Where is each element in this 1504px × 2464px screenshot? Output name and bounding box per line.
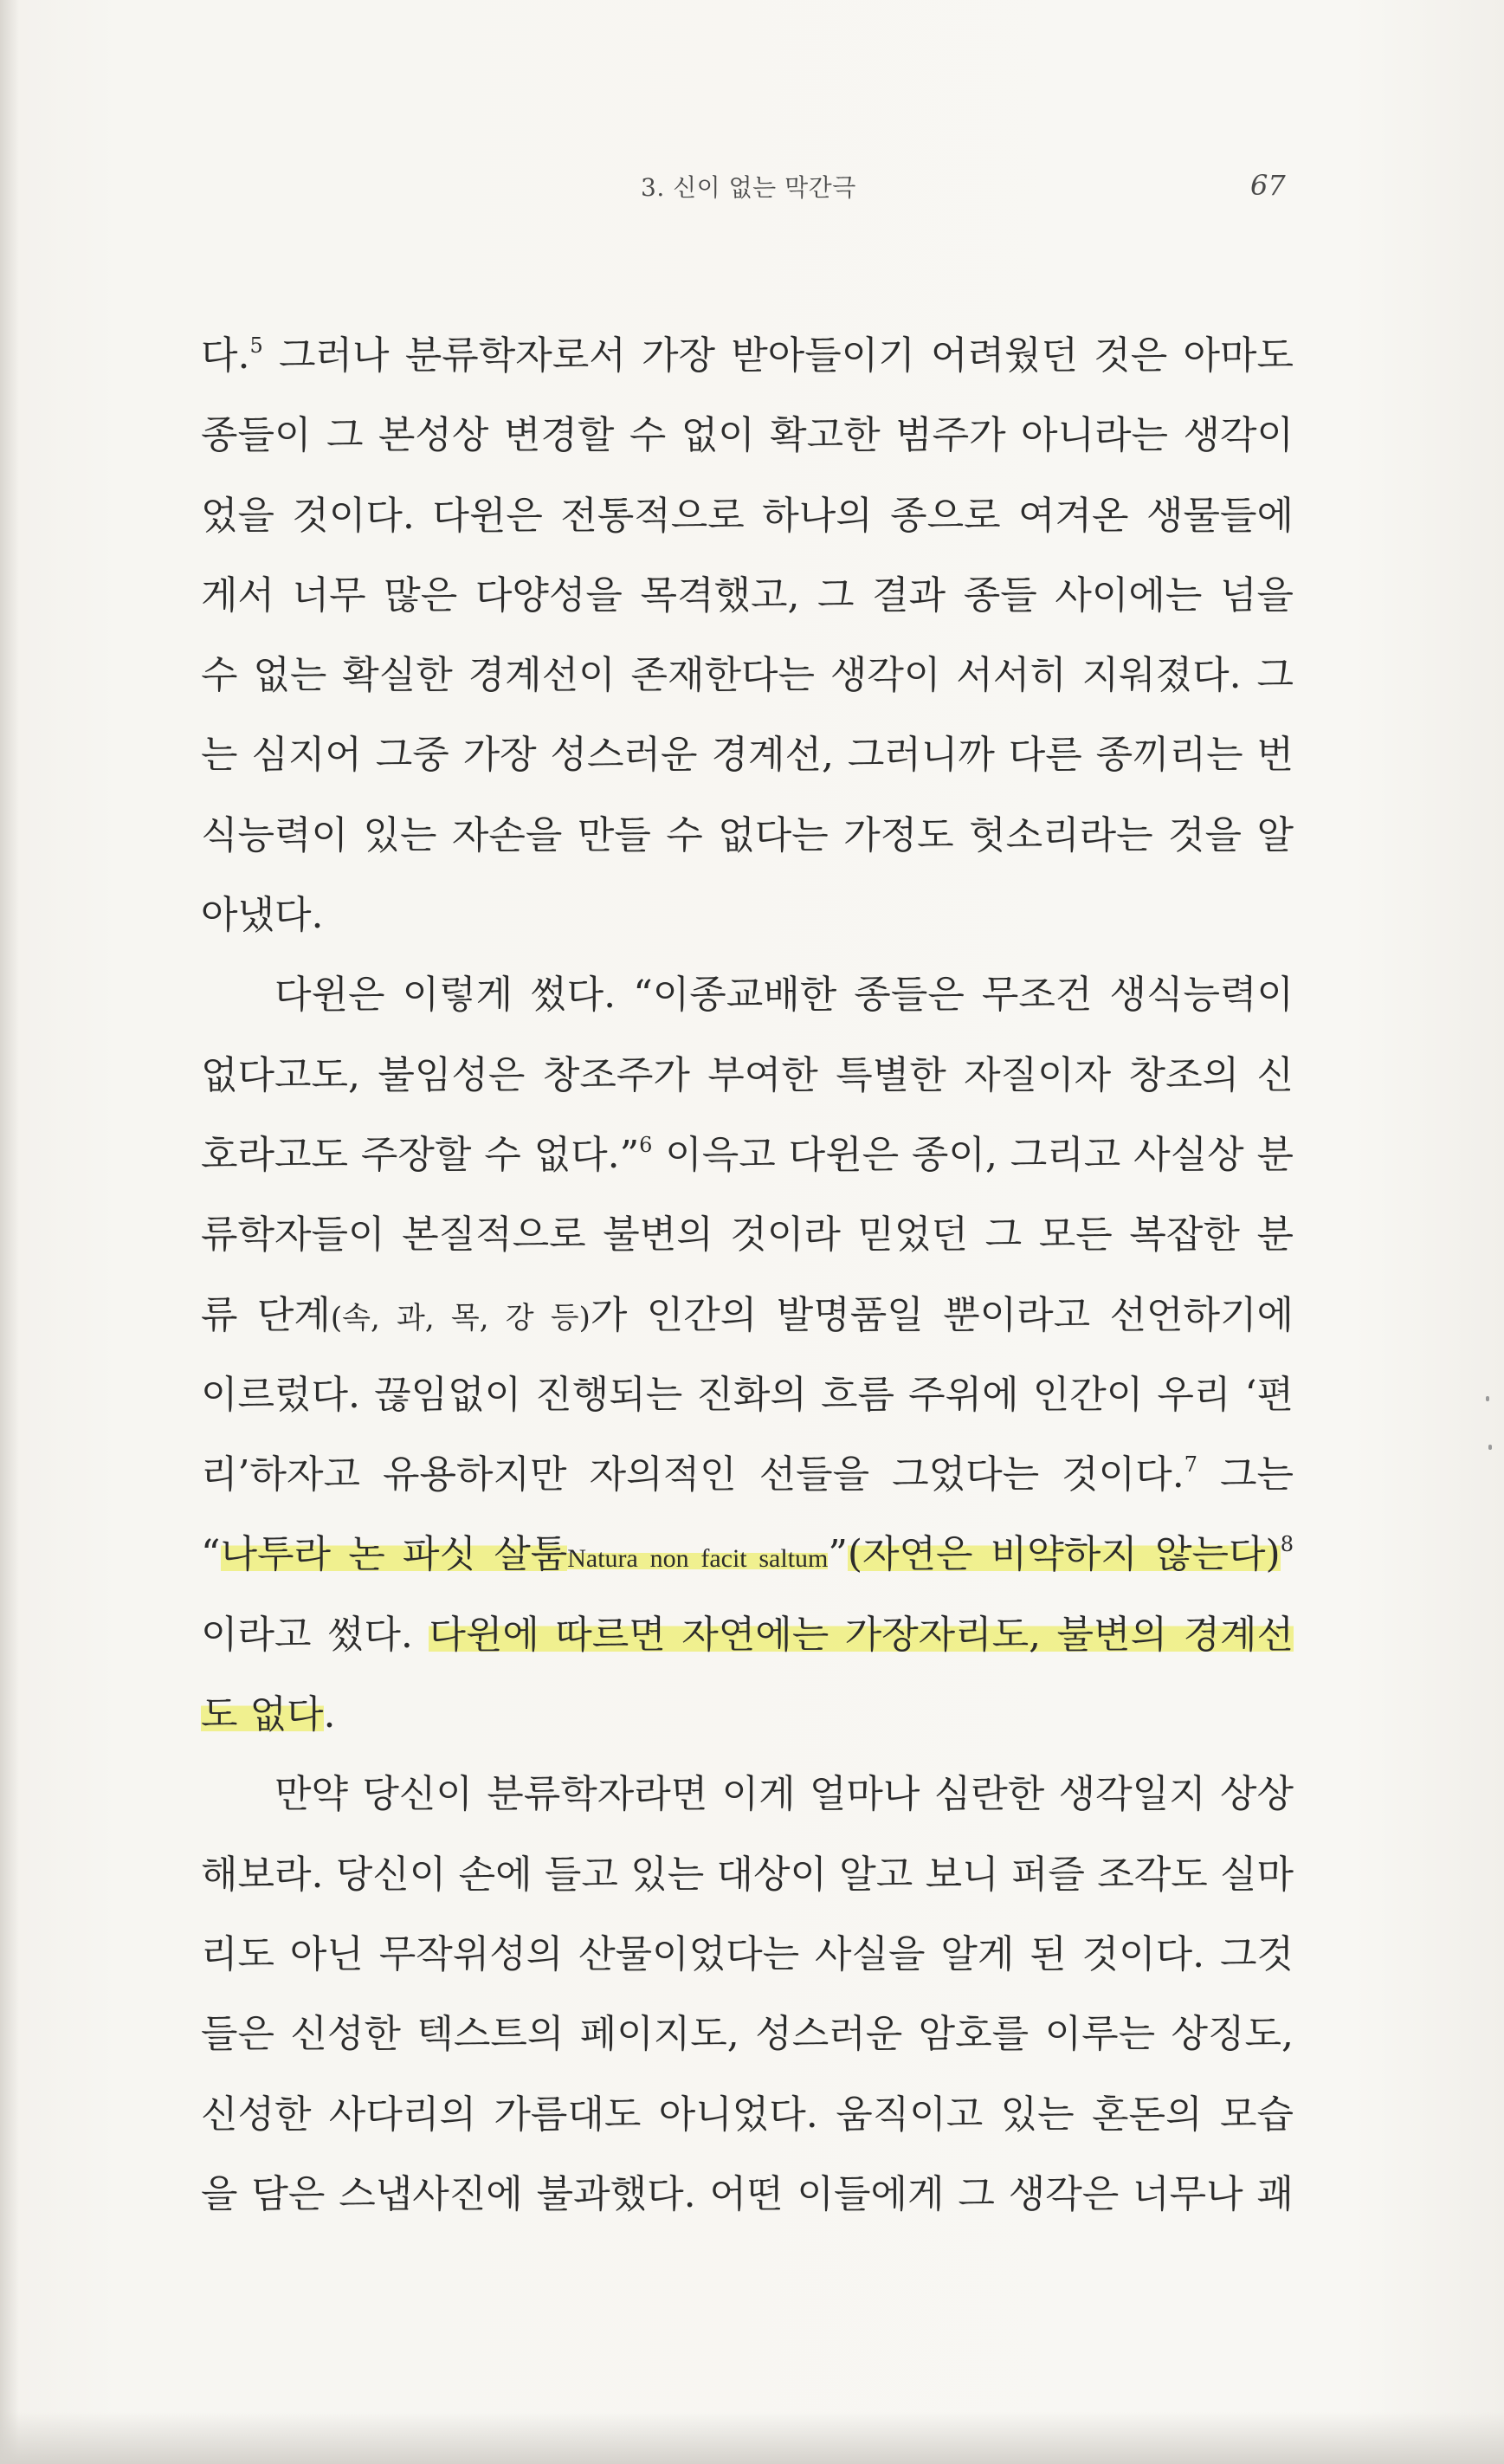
text-line: 다윈은 이렇게 썼다. “이종교배한 종들은 무조건 생식능력이 <box>274 973 1294 1018</box>
highlighted-text: 다윈에 따르면 자연에는 가장자리도, 불변의 경계선 <box>429 1612 1294 1657</box>
text-line: 리도 아닌 무작위성의 산물이었다는 사실을 알게 된 것이다. 그것 <box>201 1931 1294 1976</box>
text-line <box>201 1435 1294 1515</box>
text-run: 그러나 분류학자로서 가장 받아들이기 어려웠던 것은 아마도 <box>262 333 1294 378</box>
text-line: 아냈다. <box>201 893 324 938</box>
parenthetical-text: (속, 과, 목, 강 등) <box>330 1300 591 1335</box>
text-line: 류학자들이 본질적으로 불변의 것이라 믿었던 그 모든 복잡한 분 <box>201 1213 1294 1258</box>
scan-shadow-bottom <box>0 2412 1504 2464</box>
footnote-marker: 7 <box>1184 1452 1197 1478</box>
highlighted-text: (자연은 비약하지 않는다) <box>847 1532 1281 1577</box>
text-run: 다. <box>201 333 250 378</box>
page-number: 67 <box>1250 169 1286 202</box>
chapter-running-title: 3. 신이 없는 막간극 <box>641 173 856 202</box>
text-line <box>201 1595 1294 1675</box>
text-run: 리’하자고 유용하지만 자의적인 선들을 그었다는 것이다. <box>201 1452 1184 1497</box>
text-run: ” <box>828 1532 848 1577</box>
scan-speck <box>1488 1445 1492 1450</box>
text-line: 종들이 그 본성상 변경할 수 없이 확고한 범주가 아니라는 생각이 <box>201 413 1294 458</box>
text-run: 호라고도 주장할 수 없다.” <box>201 1132 640 1177</box>
text-run: 이라고 썼다. <box>201 1612 429 1657</box>
text-line <box>201 316 1294 396</box>
text-run: . <box>323 1692 336 1737</box>
text-run: 이윽고 다윈은 종이, 그리고 사실상 분 <box>652 1132 1294 1177</box>
highlighted-text: 도 없다 <box>201 1692 324 1737</box>
text-line: 만약 당신이 분류학자라면 이게 얼마나 심란한 생각일지 상상 <box>274 1772 1294 1817</box>
text-line: 해보라. 당신이 손에 들고 있는 대상이 알고 보니 퍼즐 조각도 실마 <box>201 1852 1294 1897</box>
text-line <box>201 1675 1294 1755</box>
text-line: 을 담은 스냅사진에 불과했다. 어떤 이들에게 그 생각은 너무나 괘 <box>201 2171 1294 2216</box>
text-line: 없다고도, 불임성은 창조주가 부여한 특별한 자질이자 창조의 신 <box>201 1052 1294 1097</box>
footnote-marker: 8 <box>1280 1532 1294 1557</box>
highlighted-text: 나투라 논 파싯 살툼 <box>220 1532 568 1577</box>
body-text <box>201 316 1294 2234</box>
text-run: 류 단계 <box>201 1292 331 1337</box>
text-line: 었을 것이다. 다윈은 전통적으로 하나의 종으로 여겨온 생물들에 <box>201 493 1294 538</box>
scan-speck <box>1486 1396 1489 1401</box>
text-line: 식능력이 있는 자손을 만들 수 없다는 가정도 헛소리라는 것을 알 <box>201 812 1294 857</box>
text-run: 그는 <box>1197 1452 1294 1497</box>
text-line <box>201 1515 1294 1594</box>
text-line: 이르렀다. 끊임없이 진행되는 진화의 흐름 주위에 인간이 우리 ‘편 <box>201 1372 1294 1417</box>
text-line: 는 심지어 그중 가장 성스러운 경계선, 그러니까 다른 종끼리는 번 <box>201 733 1294 778</box>
text-line: 수 없는 확실한 경계선이 존재한다는 생각이 서서히 지워졌다. 그 <box>201 653 1294 698</box>
text-line: 들은 신성한 텍스트의 페이지도, 성스러운 암호를 이루는 상징도, <box>201 2012 1294 2057</box>
text-line <box>201 1116 1294 1195</box>
text-run: “ <box>201 1532 221 1577</box>
latin-phrase: Natura non facit saltum <box>567 1544 829 1574</box>
text-run: 가 인간의 발명품일 뿐이라고 선언하기에 <box>590 1292 1294 1337</box>
scan-shadow-left <box>0 0 19 2464</box>
text-line: 신성한 사다리의 가름대도 아니었다. 움직이고 있는 혼돈의 모습 <box>201 2092 1294 2137</box>
text-line <box>201 1276 1294 1355</box>
footnote-marker: 5 <box>249 333 263 358</box>
text-line: 게서 너무 많은 다양성을 목격했고, 그 결과 종들 사이에는 넘을 <box>201 572 1294 618</box>
footnote-marker: 6 <box>639 1132 653 1157</box>
